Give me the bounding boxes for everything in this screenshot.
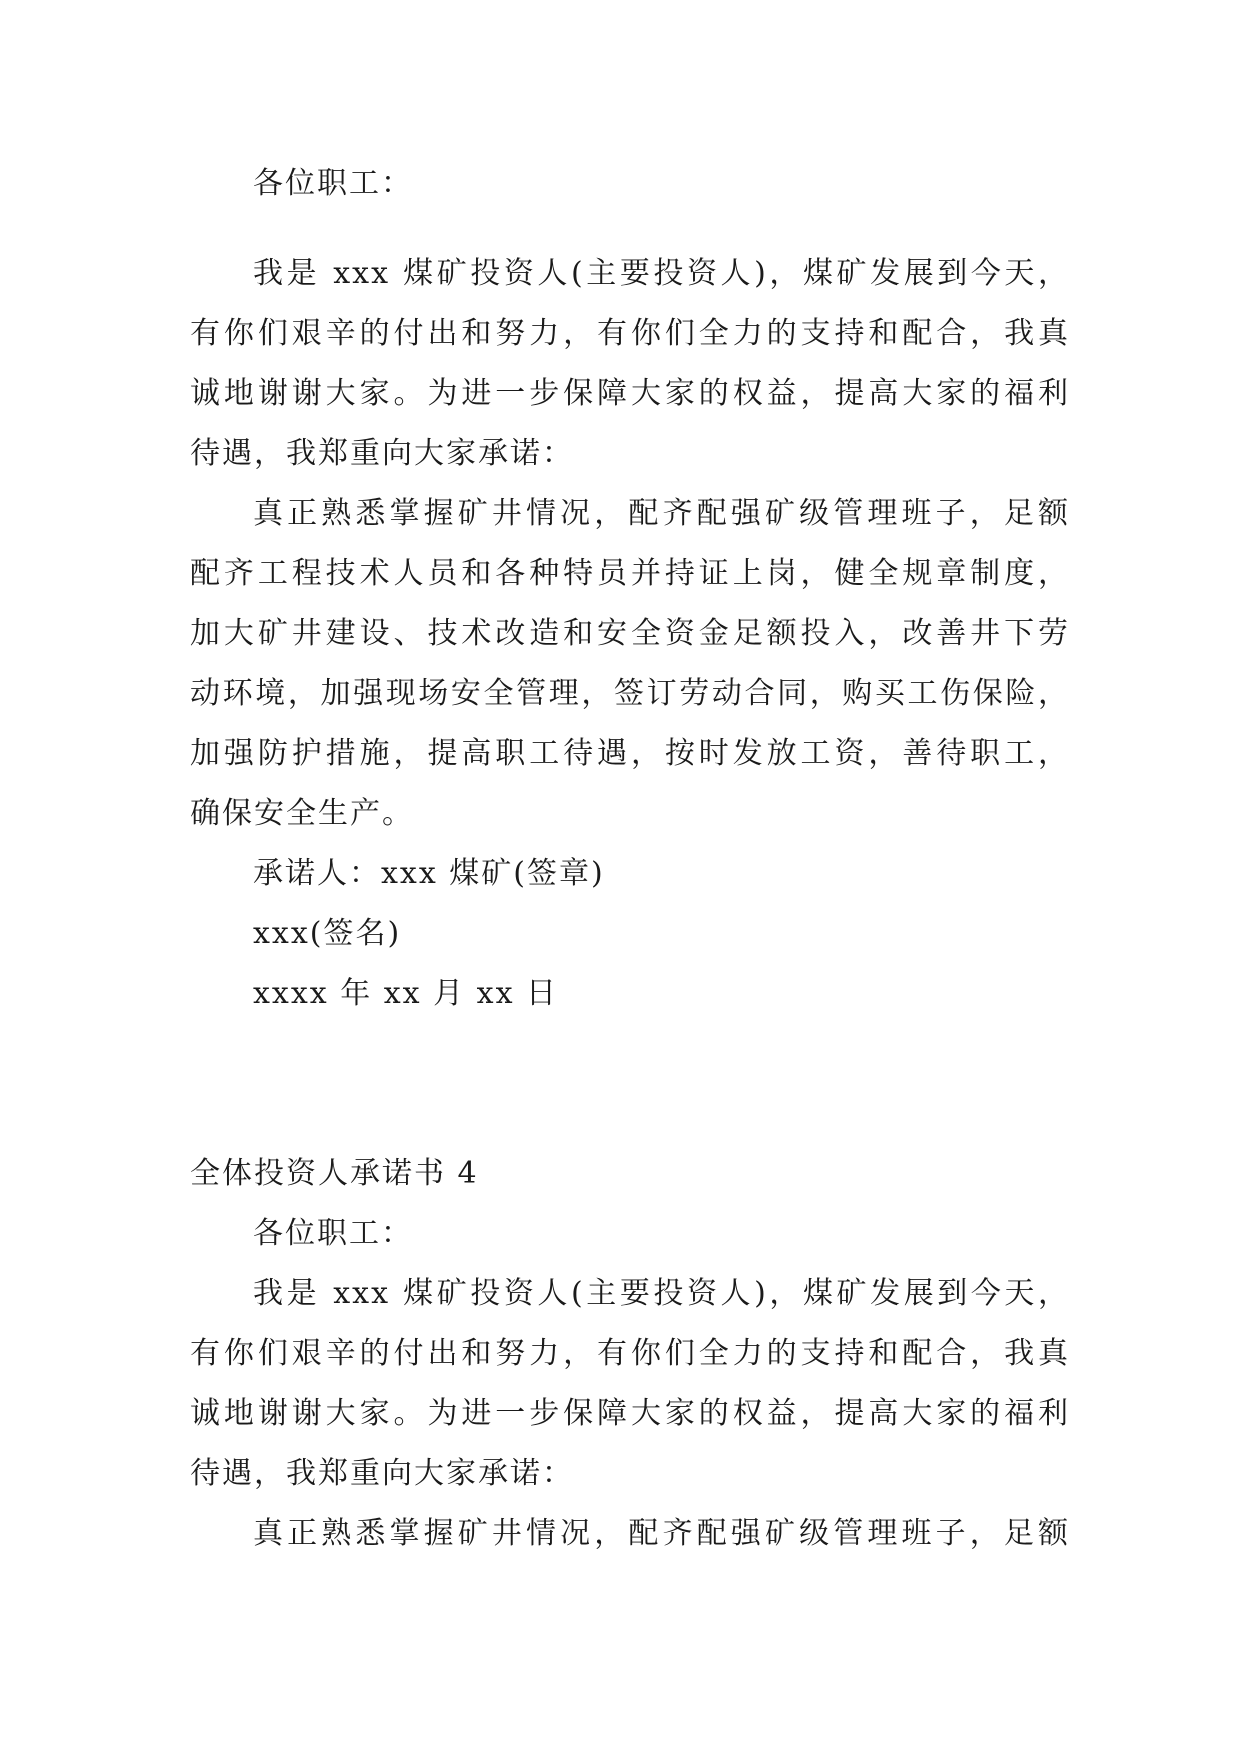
paragraph-line: 待遇，我郑重向大家承诺： xyxy=(190,436,574,471)
paragraph-commitment-2 xyxy=(190,1504,1070,1564)
paragraph-line: 加大矿井建设、技术改造和安全资金足额投入，改善井下劳 xyxy=(190,616,1070,651)
signature-line: xxx(签名) xyxy=(253,916,402,951)
paragraph-line: 待遇，我郑重向大家承诺： xyxy=(190,1456,574,1491)
section-title xyxy=(190,1144,1070,1204)
paragraph-line: 诚地谢谢大家。为进一步保障大家的权益，提高大家的福利 xyxy=(190,376,1070,411)
paragraph-line: 配齐工程技术人员和各种特员并持证上岗，健全规章制度， xyxy=(190,556,1070,591)
salutation-text: 各位职工： xyxy=(253,166,413,201)
paragraph-line: 真正熟悉掌握矿井情况，配齐配强矿级管理班子，足额 xyxy=(253,1516,1070,1551)
paragraph-line: 确保安全生产。 xyxy=(190,796,414,831)
salutation-1 xyxy=(190,154,1070,214)
signature-block xyxy=(190,844,1070,1024)
paragraph-line: 我是 xxx 煤矿投资人(主要投资人)，煤矿发展到今天， xyxy=(253,256,1070,291)
paragraph-line: 动环境，加强现场安全管理，签订劳动合同，购买工伤保险， xyxy=(190,676,1070,711)
date-line: xxxx 年 xx 月 xx 日 xyxy=(253,976,559,1011)
paragraph-line: 真正熟悉掌握矿井情况，配齐配强矿级管理班子，足额 xyxy=(253,496,1070,531)
paragraph-intro-2 xyxy=(190,1264,1070,1504)
paragraph-line: 我是 xxx 煤矿投资人(主要投资人)，煤矿发展到今天， xyxy=(253,1276,1070,1311)
paragraph-intro-1 xyxy=(190,244,1070,484)
paragraph-commitment-1 xyxy=(190,484,1070,844)
paragraph-line: 有你们艰辛的付出和努力，有你们全力的支持和配合，我真 xyxy=(190,316,1070,351)
section-title-text: 全体投资人承诺书 4 xyxy=(190,1156,479,1191)
promisor-line: 承诺人：xxx 煤矿(签章) xyxy=(253,856,605,891)
salutation-2 xyxy=(190,1204,1070,1264)
salutation-text: 各位职工： xyxy=(253,1216,413,1251)
paragraph-line: 加强防护措施，提高职工待遇，按时发放工资，善待职工， xyxy=(190,736,1070,771)
paragraph-line: 有你们艰辛的付出和努力，有你们全力的支持和配合，我真 xyxy=(190,1336,1070,1371)
paragraph-line: 诚地谢谢大家。为进一步保障大家的权益，提高大家的福利 xyxy=(190,1396,1070,1431)
